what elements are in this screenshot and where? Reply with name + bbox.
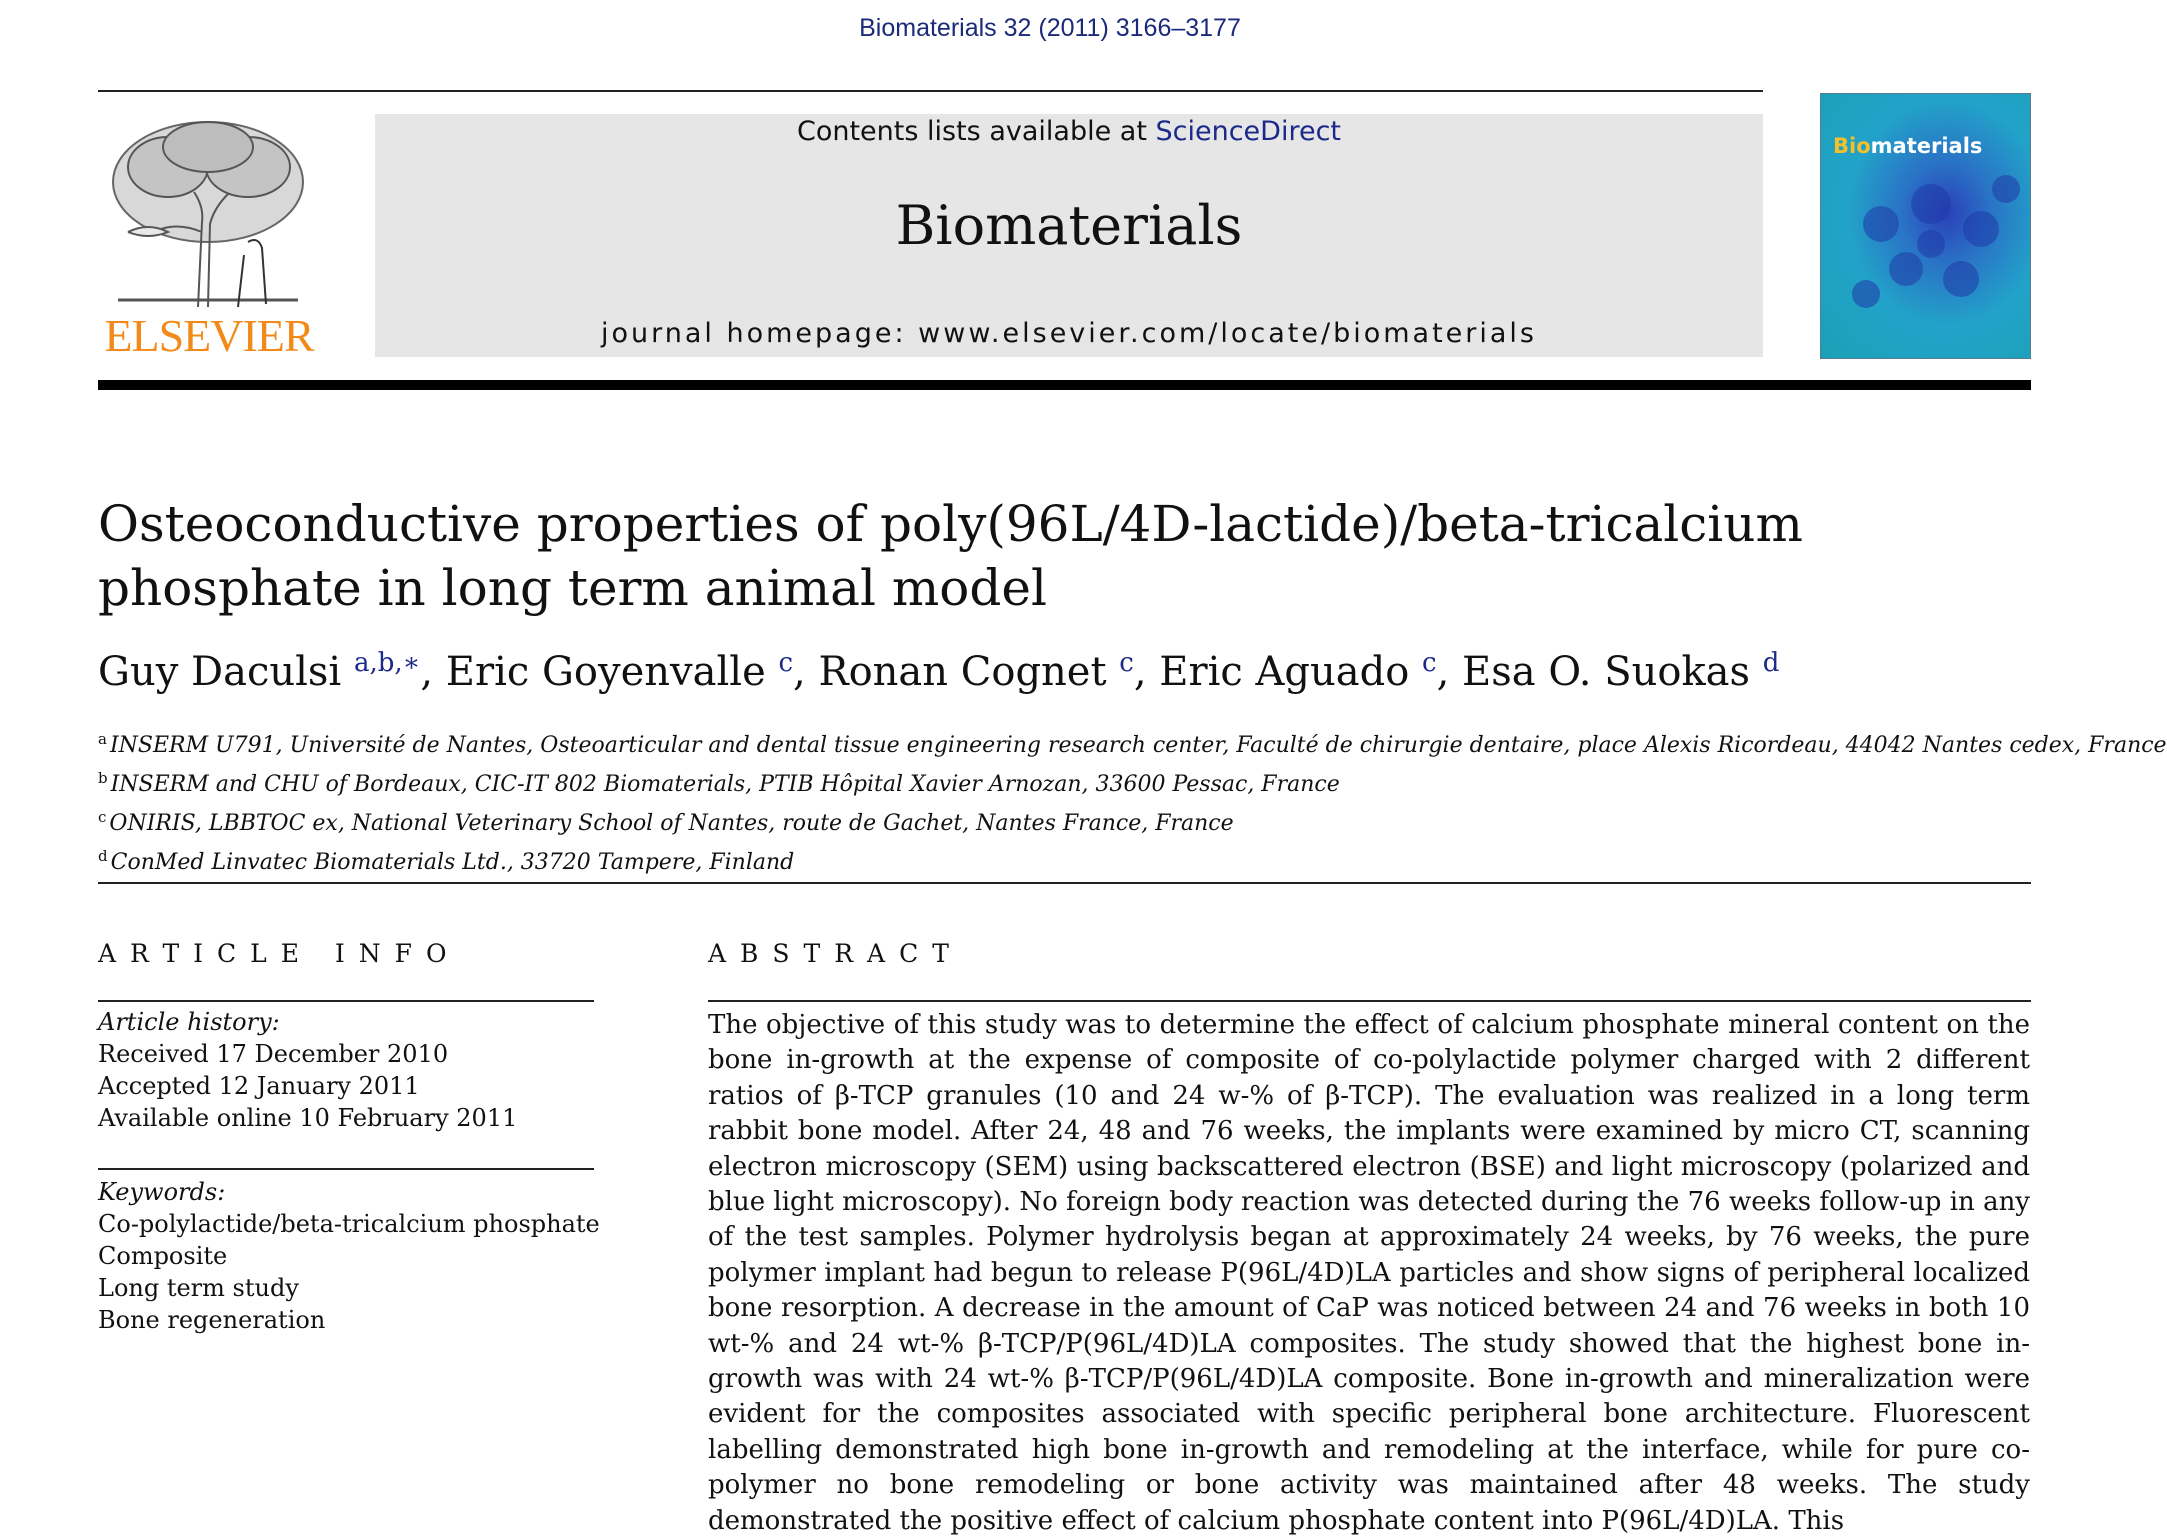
article-info-heading: ARTICLE INFO [98,939,461,968]
affiliation-item [98,840,2033,879]
journal-masthead [375,114,1763,357]
affiliation-text: INSERM and CHU of Bordeaux, CIC-IT 802 Biomaterials, PTIB Hôpital Xavier Arnozan, 33600 Pessac, France [110,772,1340,797]
author-separator: , [420,649,446,695]
author-affiliation-mark[interactable]: d [1762,648,1780,678]
tree-logo-icon [98,112,320,312]
article-info-rule [98,1000,594,1002]
author-affiliation-mark[interactable]: c [1422,648,1437,678]
author-name: Guy Daculsi [98,649,342,695]
author-name: Esa O. Suokas [1462,649,1751,695]
affiliation-mark: c [98,808,107,826]
affiliation-mark: b [98,769,108,787]
journal-cover-thumbnail[interactable] [1820,93,2031,359]
affiliation-text: INSERM U791, Université de Nantes, Osteoarticular and dental tissue engineering research center, Faculté de chirurgie dentaire, place Alexis Ricordeau, 44042 Nantes cedex, France [109,733,2167,758]
keywords [98,1176,600,1336]
author-affiliation-mark[interactable]: a,b,∗ [353,648,421,678]
author[interactable] [98,649,446,695]
author-name: Ronan Cognet [818,649,1107,695]
contents-line [375,116,1763,147]
cover-title-rest: materials [1870,134,1983,158]
author-list [98,648,1998,695]
abstract-heading: ABSTRACT [708,939,963,968]
author[interactable] [446,649,819,695]
keywords-rule [98,1168,594,1170]
abstract-rule [708,1000,2031,1002]
keywords-label: Keywords: [98,1178,226,1206]
author-affiliation-mark[interactable]: c [1119,648,1134,678]
affiliation-text: ConMed Linvatec Biomaterials Ltd., 33720 Tampere, Finland [110,850,795,875]
article-title: Osteoconductive properties of poly(96L/4D-lactide)/beta-tricalcium phosphate in long term animal model [98,495,1803,617]
keyword-item: Composite [98,1242,228,1270]
top-divider [98,90,1763,92]
abstract-body: The objective of this study was to determine the effect of calcium phosphate mineral content on the bone in-growth at the expense of composite of co-polylactide polymer charged with 2 different ratios of β-TCP granules (10 and 24 w-% of β-TCP). The evaluation was realized in a long term rabbit bone model. After 24, 48 and 76 weeks, the implants were examined by micro CT, scanning electron microscopy (SEM) using backscattered electron (BSE) and light microscopy (polarized and blue light microscopy). No foreign body reaction was detected during the 76 weeks follow-up in any of the test samples. Polymer hydrolysis began at approximately 24 weeks, by 76 weeks, the pure polymer implant had begun to release P(96L/4D)LA particles and show signs of peripheral localized bone resorption. A decrease in the amount of CaP was noticed between 24 and 76 weeks in both 10 wt-% and 24 wt-% β-TCP/P(96L/4D)LA composites. The study showed that the highest bone in-growth was with 24 wt-% β-TCP/P(96L/4D)LA composite. Bone in-growth and mineralization were evident for the composites associated with specific peripheral bone architecture. Fluorescent labelling demonstrated high bone in-growth and remodeling at the interface, while for pure co-polymer no bone remodeling or bone activity was maintained after 48 weeks. The study demonstrated the positive effect of calcium phosphate content into P(96L/4D)LA. This [708,1010,2030,1536]
affiliation-mark: d [98,847,108,865]
publisher-name: ELSEVIER [104,310,314,361]
history-label: Article history: [98,1008,280,1036]
author[interactable] [1462,649,1779,695]
history-accepted: Accepted 12 January 2011 [98,1072,420,1100]
author-separator: , [793,649,819,695]
author[interactable] [818,649,1159,695]
author-name: Eric Goyenvalle [445,649,766,695]
author-affiliation-mark[interactable]: c [778,648,794,678]
history-received: Received 17 December 2010 [98,1040,449,1068]
cover-title-highlight: Bio [1833,134,1871,158]
author[interactable] [1159,649,1462,695]
sciencedirect-link[interactable]: ScienceDirect [1155,116,1342,147]
article-history [98,1006,517,1134]
journal-citation[interactable]: Biomaterials 32 (2011) 3166–3177 [859,14,1241,42]
affiliations [98,723,2167,879]
contents-prefix: Contents lists available at [796,116,1156,147]
affiliation-item [98,723,2167,762]
keyword-item: Co-polylactide/beta-tricalcium phosphate [98,1210,600,1238]
publisher-logo[interactable] [98,112,320,362]
journal-title: Biomaterials [895,194,1243,257]
section-divider [98,882,2031,884]
header-bottom-rule [98,380,2031,390]
cover-title [1833,134,1982,158]
affiliation-item [98,801,2033,840]
journal-homepage[interactable]: journal homepage: www.elsevier.com/locate/biomaterials [601,318,1537,349]
affiliation-item [98,762,2033,801]
author-name: Eric Aguado [1159,649,1410,695]
history-online: Available online 10 February 2011 [98,1104,518,1132]
keyword-item: Bone regeneration [98,1306,326,1334]
affiliation-text: ONIRIS, LBBTOC ex, National Veterinary School of Nantes, route de Gachet, Nantes France, France [109,811,1234,836]
author-separator: , [1436,649,1463,695]
affiliation-mark: a [98,730,107,748]
keyword-item: Long term study [98,1274,299,1302]
author-separator: , [1133,649,1160,695]
